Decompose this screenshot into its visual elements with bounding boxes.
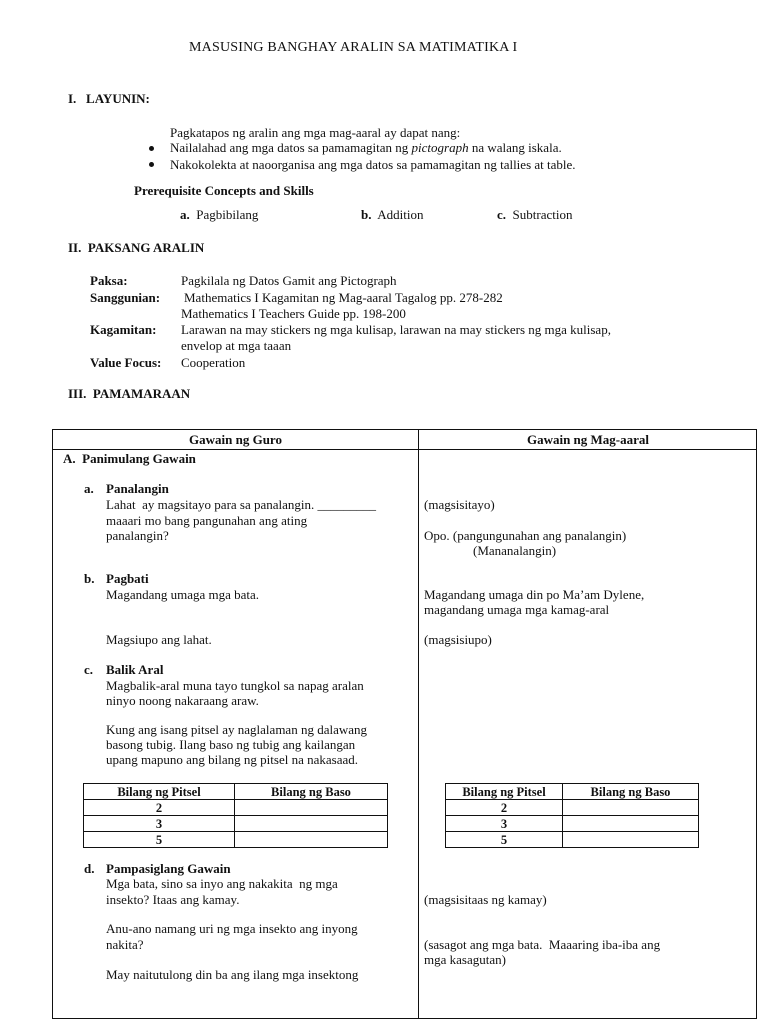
column-header-magaaral: Gawain ng Mag-aaral [526,432,650,447]
step-b-guro-line1: Magandang umaga mga bata. [106,587,260,602]
objective-2: Nakokolekta at naoorganisa ang mga datos sa pamamagitan ng tallies at table. [170,157,576,172]
paksa-value: Pagkilala ng Datos Gamit ang Pictograph [181,273,397,288]
pitsel-baso-table-guro [83,783,388,848]
bullet-icon [149,162,154,167]
table-header-baso: Bilang ng Baso [563,784,699,800]
objective-1-text: Nailalahad ang mga datos sa pamamagitan ng [170,140,412,155]
step-c-guro-line3: Kung ang isang pitsel ay naglalaman ng dalawang [106,722,368,737]
step-d-guro-line3: Anu-ano namang uri ng mga insekto ang inyong [106,921,358,936]
kagamitan-label: Kagamitan: [90,322,157,337]
step-d-guro-line1: Mga bata, sino sa inyo ang nakakita ng mga [106,876,338,891]
document-title: MASUSING BANGHAY ARALIN SA MATIMATIKA I [189,40,518,55]
table-cell-pitsel: 2 [84,800,235,816]
step-c-guro-line4: basong tubig. Ilang baso ng tubig ang kailangan [106,737,356,752]
prereq-item-c-text: Subtraction [512,207,573,222]
step-c-guro-line1: Magbalik-aral muna tayo tungkol sa napag aralan [106,678,364,693]
table-cell-pitsel: 3 [84,816,235,832]
header-divider [53,449,756,450]
section-layunin-heading: I. LAYUNIN: [68,91,150,106]
step-d-guro-line4: nakita? [106,937,144,952]
table-header-row [84,784,388,800]
objective-1 [170,140,562,156]
table-header-row [446,784,699,800]
prereq-heading: Prerequisite Concepts and Skills [134,183,314,198]
step-d-label: d. [84,861,95,876]
table-cell-baso [563,800,699,816]
step-d-guro-line2: insekto? Itaas ang kamay. [106,892,240,907]
bullet-icon [149,146,154,151]
prereq-item-c-letter: c. [497,207,507,222]
step-c-guro-line5: upang mapuno ang bilang ng pitsel na nakasaad. [106,752,358,767]
pitsel-baso-table-magaaral [445,783,699,848]
step-d-magaaral-line2: (sasagot ang mga bata. Maaaring iba-iba ang [424,937,661,952]
table-header-baso: Bilang ng Baso [235,784,388,800]
sanggunian-label: Sanggunian: [90,290,161,305]
section-paksang-aralin-heading: II. PAKSANG ARALIN [68,240,205,255]
prereq-item-b-text: Addition [377,207,424,222]
prereq-item-b [361,207,424,223]
table-cell-pitsel: 3 [446,816,563,832]
table-cell-pitsel: 2 [446,800,563,816]
step-a-label: a. [84,481,94,496]
step-d-magaaral-line3: mga kasagutan) [424,952,506,967]
step-b-magaaral-line3: (magsisiupo) [424,632,492,647]
table-cell-pitsel: 5 [446,832,563,848]
sanggunian-value-1: Mathematics I Kagamitan ng Mag-aaral Tagalog pp. 278-282 [184,290,503,305]
step-a-magaaral-line2: Opo. (pangungunahan ang panalangin) [424,528,627,543]
step-b-magaaral-line1: Magandang umaga din po Ma’am Dylene, [424,587,645,602]
kagamitan-value-1: Larawan na may stickers ng mga kulisap, larawan na may stickers ng mga kulisap, [181,322,611,337]
panimulang-gawain-heading: A. Panimulang Gawain [63,451,196,466]
table-header-pitsel: Bilang ng Pitsel [84,784,235,800]
step-c-label: c. [84,662,94,677]
table-row [84,816,388,832]
table-row [84,832,388,848]
table-cell-baso [235,832,388,848]
step-b-heading: Pagbati [106,571,149,586]
paksa-label: Paksa: [90,273,128,288]
table-cell-baso [235,800,388,816]
step-b-label: b. [84,571,95,586]
sanggunian-value-2: Mathematics I Teachers Guide pp. 198-200 [181,306,406,321]
kagamitan-value-2: envelop at mga taaan [181,338,292,353]
objectives-intro: Pagkatapos ng aralin ang mga mag-aaral ay dapat nang: [170,125,461,140]
table-cell-baso [563,832,699,848]
step-c-guro-line2: ninyo noong nakaraang araw. [106,693,259,708]
step-d-guro-line5: May naitutulong din ba ang ilang mga insektong [106,967,359,982]
section-pamamaraan-heading: III. PAMAMARAAN [68,386,191,401]
value-focus-label: Value Focus: [90,355,162,370]
value-focus-value: Cooperation [181,355,246,370]
step-a-magaaral-line3: (Mananalangin) [473,543,557,558]
prereq-item-a-text: Pagbibilang [196,207,259,222]
objective-1-emphasis: pictograph [411,140,469,155]
prereq-item-c [497,207,572,223]
table-header-pitsel: Bilang ng Pitsel [446,784,563,800]
table-cell-baso [563,816,699,832]
objective-1-tail: na walang iskala. [468,140,562,155]
table-row [446,800,699,816]
step-d-heading: Pampasiglang Gawain [106,861,231,876]
column-header-guro: Gawain ng Guro [189,432,282,447]
step-d-magaaral-line1: (magsisitaas ng kamay) [424,892,547,907]
table-row [84,800,388,816]
step-c-heading: Balik Aral [106,662,164,677]
prereq-item-b-letter: b. [361,207,372,222]
procedure-table [52,429,757,1019]
table-cell-pitsel: 5 [84,832,235,848]
prereq-item-a-letter: a. [180,207,190,222]
step-b-guro-line2: Magsiupo ang lahat. [106,632,212,647]
step-a-guro-line2: maaari mo bang pangunahan ang ating [106,513,308,528]
step-a-magaaral-line1: (magsisitayo) [424,497,495,512]
step-b-magaaral-line2: magandang umaga mga kamag-aral [424,602,610,617]
column-divider [418,430,419,1018]
table-cell-baso [235,816,388,832]
step-a-guro-line3: panalangin? [106,528,169,543]
table-row [446,816,699,832]
step-a-guro-line1: Lahat ay magsitayo para sa panalangin. _________ [106,497,377,512]
prereq-item-a [180,207,258,223]
table-row [446,832,699,848]
step-a-heading: Panalangin [106,481,169,496]
